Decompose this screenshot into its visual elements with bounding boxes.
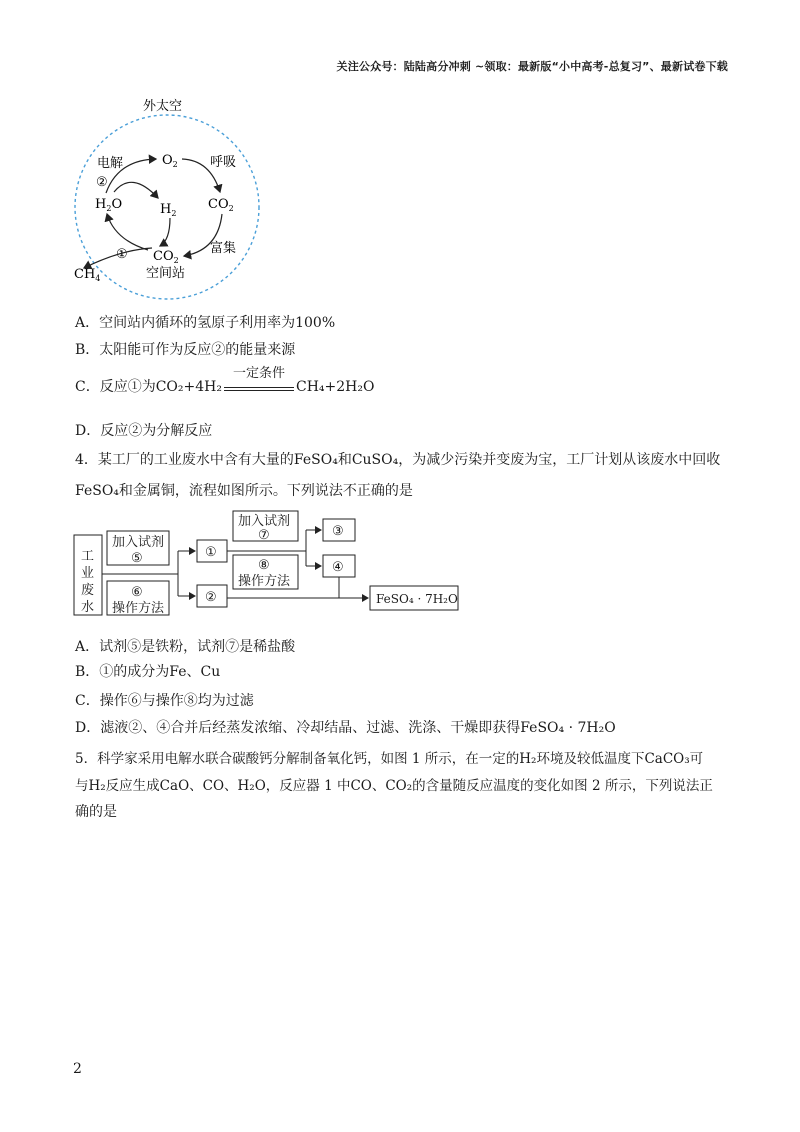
q3-option-c [75,366,375,396]
product-label: FeSO₄ · 7H₂O [376,592,458,606]
outer-space-label: 外太空 [143,99,183,114]
q3-option-a: A．空间站内循环的氢原子利用率为100% [75,315,336,331]
node3-label: ③ [332,524,344,539]
operation8-label: 操作方法 [238,574,291,589]
wastewater-char2: 业 [81,566,95,581]
reagent5-number: ⑤ [131,551,143,566]
wastewater-char4: 水 [81,600,95,615]
o2-label: $O_2$ [162,153,178,169]
h2-label: $H_2$ [160,202,177,218]
reagent7-number: ⑦ [258,528,270,543]
co2-bottom-label: $CO_2$ [153,249,179,265]
arrow-h2o-to-h2 [114,182,158,198]
operation8-number: ⑧ [258,558,270,573]
q3-option-c-prefix: C．反应①为 [75,379,156,395]
wastewater-char1: 工 [81,549,95,564]
page-header: 关注公众号：陆陆高分冲刺 ~领取：最新版“小中高考-总复习”、最新试卷下载 [336,60,728,73]
space-station-cycle-diagram [60,90,280,305]
q4-stem-line1: 4．某工厂的工业废水中含有大量的FeSO₄和CuSO₄，为减少污染并变废为宝，工厂计划从该废水中回收 [75,452,721,468]
q3-option-b: B．太阳能可作为反应②的能量来源 [75,342,296,358]
arrow-reaction1-to-h2o [107,214,148,250]
q4-option-c: C．操作⑥与操作⑧均为过滤 [75,693,254,709]
reagent7-label: 加入试剂 [238,514,291,529]
q4-option-b: B．①的成分为Fe、Cu [75,664,221,680]
respiration-label: 呼吸 [210,155,237,170]
node4-label: ④ [332,560,344,575]
q5-line3: 确的是 [75,804,117,820]
h2o-label: $H_2O$ [95,197,123,213]
node2-label: ② [205,590,217,605]
arrow-h2-to-reaction1 [160,218,170,246]
operation6-label: 操作方法 [112,601,165,616]
node1-label: ① [205,545,217,560]
process-flow-diagram [70,508,470,620]
reaction-condition-arrow [224,366,294,391]
electrolysis-label: 电解 [97,156,124,171]
operation6-number: ⑥ [131,585,143,600]
reagent5-label: 加入试剂 [112,535,165,550]
q4-stem-line2: FeSO₄和金属铜，流程如图所示。下列说法不正确的是 [75,483,413,499]
reaction-condition: 一定条件 [232,366,285,381]
q3-option-d: D．反应②为分解反应 [75,423,213,439]
q4-option-d: D．滤液②、④合并后经蒸发浓缩、冷却结晶、过滤、洗涤、干燥即获得FeSO₄ · 7H₂O [75,720,616,736]
q5-line1: 5．科学家采用电解水联合碳酸钙分解制备氧化钙，如图 1 所示，在一定的H₂环境及较低温度下CaCO₃可 [75,751,704,767]
page-number: 2 [73,1061,82,1077]
q3-option-c-left: CO₂+4H₂ [155,379,222,395]
q4-option-a: A．试剂⑤是铁粉，试剂⑦是稀盐酸 [75,639,296,655]
reaction1-label: ① [116,247,128,262]
q5-line2: 与H₂反应生成CaO、CO、H₂O，反应器 1 中CO、CO₂的含量随反应温度的变化如图 2 所示，下列说法正 [75,778,713,794]
enrich-label: 富集 [210,241,237,256]
station-label: 空间站 [146,266,186,281]
co2-top-label: $CO_2$ [208,197,234,213]
q3-option-c-right: CH₄+2H₂O [295,379,375,395]
wastewater-char3: 废 [81,583,95,598]
ch4-label: $CH_4$ [74,267,101,283]
reaction2-label: ② [96,175,108,190]
